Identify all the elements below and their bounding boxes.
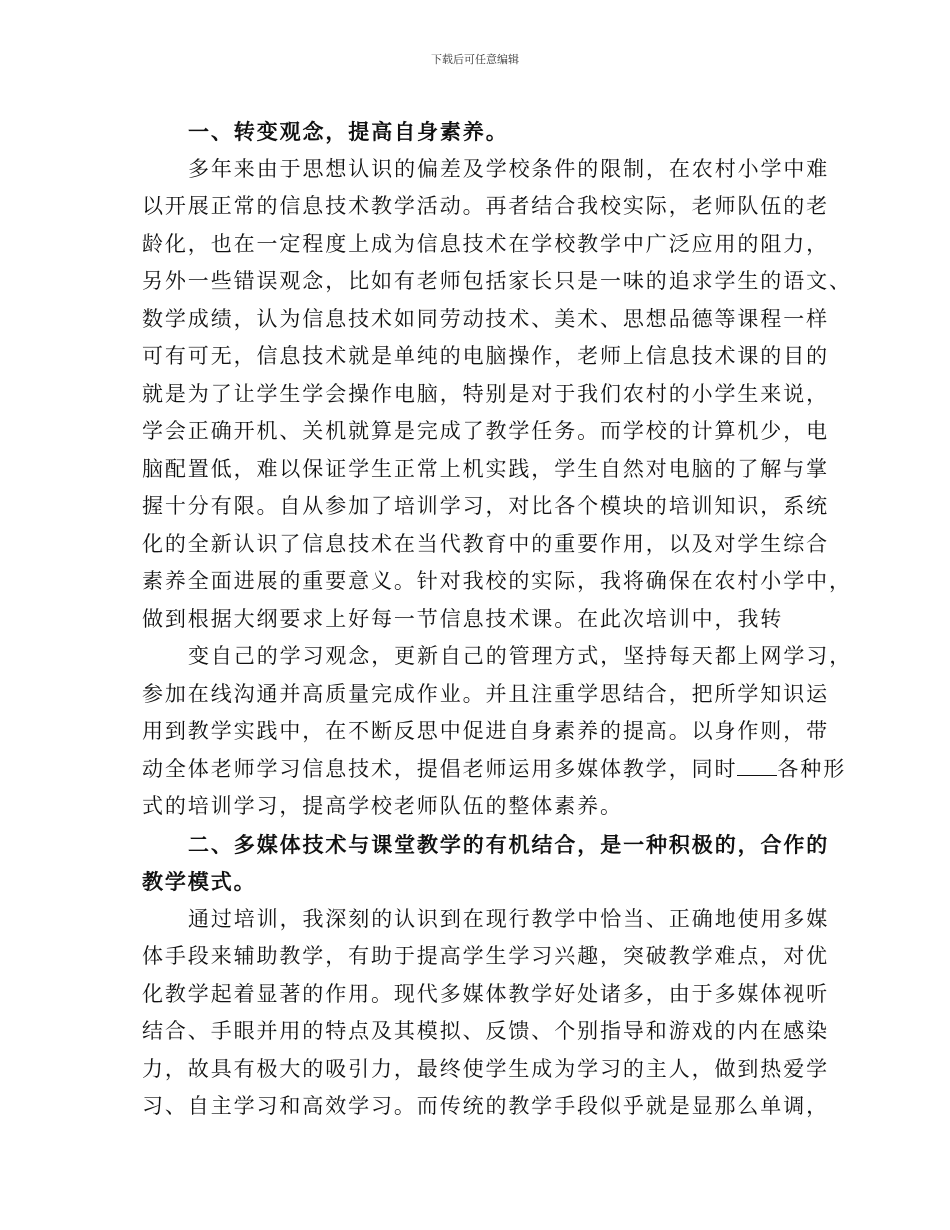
paragraph-3-line: 力，故具有极大的吸引力，最终使学生成为学习的主人，做到热爱学 [142,1056,829,1081]
paragraph-2-line: 参加在线沟通并高质量完成作业。并且注重学思结合，把所学知识运 [142,681,829,706]
paragraph-2-line-part: 各种形 [777,756,847,781]
paragraph-3-line: 习、自主学习和高效学习。而传统的教学手段似乎就是显那么单调， [142,1094,829,1118]
paragraph-3-line: 体手段来辅助教学，有助于提高学生学习兴趣，突破教学难点，对优 [142,944,829,968]
paragraph-1-line: 脑配置低，难以保证学生正常上机实践，学生自然对电脑的了解与掌 [142,456,829,481]
paragraph-1-line: 化的全新认识了信息技术在当代教育中的重要作用，以及对学生综合 [142,531,829,556]
paragraph-1-line: 素养全面进展的重要意义。针对我校的实际，我将确保在农村小学中， [142,569,852,593]
paragraph-2-line-with-blank [142,751,847,789]
paragraph-2-line: 变自己的学习观念，更新自己的管理方式，坚持每天都上网学习， [188,644,853,668]
section-heading-1: 一、转变观念，提高自身素养。 [188,119,509,144]
paragraph-1-line: 学会正确开机、关机就算是完成了教学任务。而学校的计算机少，电 [142,419,829,443]
fill-in-blank [737,774,777,776]
paragraph-1-line: 数学成绩，认为信息技术如同劳动技术、美术、思想品德等课程一样 [142,306,829,331]
paragraph-1-line: 做到根据大纲要求上好每一节信息技术课。在此次培训中，我转 [142,606,784,631]
page-header: 下载后可任意编辑 [431,53,519,66]
paragraph-2-line: 用到教学实践中，在不断反思中促进自身素养的提高。以身作则，带 [142,719,829,743]
document-body [142,113,853,1126]
paragraph-1-line: 就是为了让学生学会操作电脑，特别是对于我们农村的小学生来说， [142,381,829,406]
paragraph-1-line: 握十分有限。自从参加了培训学习，对比各个模块的培训知识，系统 [142,494,829,518]
paragraph-3-line: 结合、手眼并用的特点及其模拟、反馈、个别指导和游戏的内在感染 [142,1019,829,1043]
paragraph-3-line: 化教学起着显著的作用。现代多媒体教学好处诸多，由于多媒体视听 [142,981,829,1006]
paragraph-2-line-part: 动全体老师学习信息技术，提倡老师运用多媒体教学，同时 [142,756,738,781]
paragraph-1-line: 多年来由于思想认识的偏差及学校条件的限制，在农村小学中难 [188,156,830,181]
paragraph-1-line: 另外一些错误观念，比如有老师包括家长只是一味的追求学生的语文、 [142,269,852,293]
section-heading-2: 二、多媒体技术与课堂教学的有机结合，是一种积极的，合作的 [188,831,830,857]
section-heading-2-cont: 教学模式。 [142,869,257,894]
paragraph-1-line: 可有可无，信息技术就是单纯的电脑操作，老师上信息技术课的目的 [142,344,829,368]
paragraph-1-line: 以开展正常的信息技术教学活动。再者结合我校实际，老师队伍的老 [142,194,829,218]
paragraph-1-line: 龄化，也在一定程度上成为信息技术在学校教学中广泛应用的阻力， [142,231,829,256]
paragraph-2-line: 式的培训学习，提高学校老师队伍的整体素养。 [142,794,623,818]
paragraph-3-line: 通过培训，我深刻的认识到在现行教学中恰当、正确地使用多媒 [188,906,830,931]
